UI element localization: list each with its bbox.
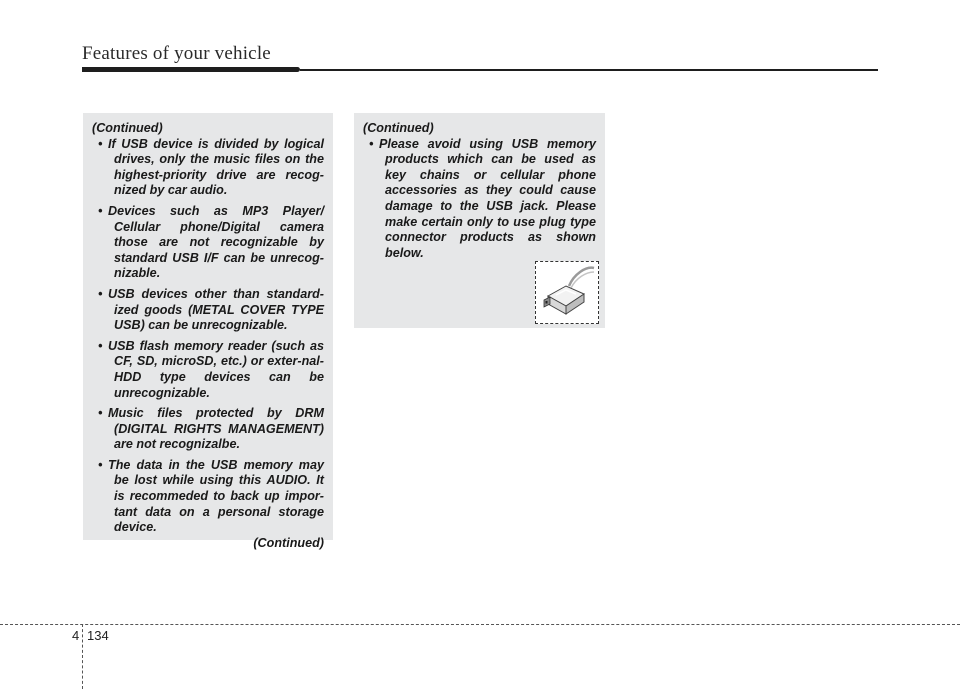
bullet-list [363,137,596,262]
usb-plug-icon [536,262,598,323]
continued-heading: (Continued) [92,121,163,135]
list-item: • USB devices other than standard-ized goods (METAL COVER TYPE USB) can be unrecognizable. [92,287,324,334]
usb-plug-illustration [535,261,599,324]
footer-divider [82,624,83,689]
page-header-title: Features of your vehicle [82,43,271,64]
page-number: 134 [87,628,109,643]
header-rule-thick [82,67,300,72]
header-rule-thin [300,69,878,71]
usb-notes-box-left [83,113,333,550]
bullet-list [92,137,324,536]
list-item: • Please avoid using USB memory products which can be used as key chains or cellular phone accessories as they could cause damage to the USB jack. Please make certain only to use plug type connector products as shown below. [363,137,596,262]
list-item: • Devices such as MP3 Player/ Cellular phone/Digital camera those are not recognizable by standard USB I/F can be unrecog-nizable. [92,204,324,282]
list-item: • USB flash memory reader (such as CF, SD, microSD, etc.) or exter-nal-HDD type devices can be unrecognizable. [92,339,324,401]
chapter-number: 4 [72,628,80,643]
continued-heading: (Continued) [363,121,434,135]
list-item: • Music files protected by DRM (DIGITAL RIGHTS MANAGEMENT) are not recognizalbe. [92,406,324,453]
footer-rule [0,624,960,625]
list-item: • The data in the USB memory may be lost while using this AUDIO. It is recommeded to back up impor-tant data on a personal storage device. [92,458,324,536]
list-item: • If USB device is divided by logical drives, only the music files on the highest-priority drive are recog-nized by car audio. [92,137,324,199]
continued-footer: (Continued) [253,535,324,550]
